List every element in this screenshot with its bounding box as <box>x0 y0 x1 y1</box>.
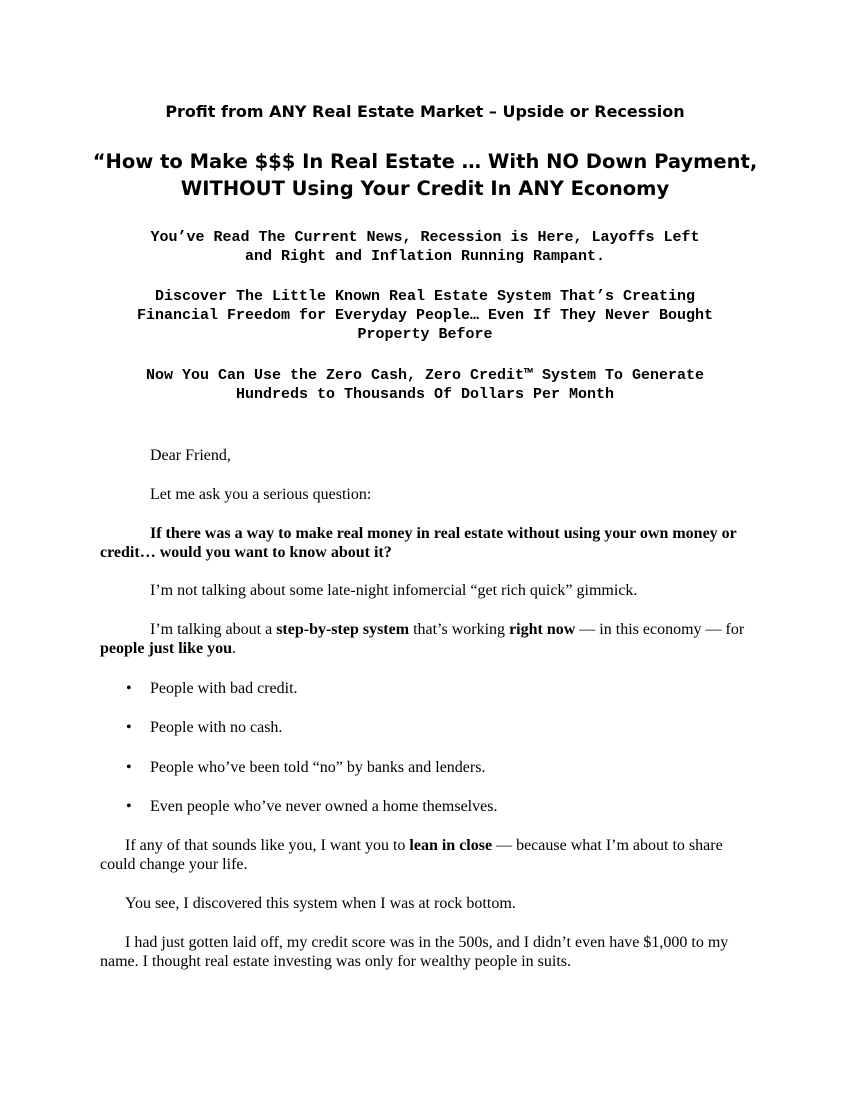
system-emphasis-1: step-by-step system <box>276 621 410 638</box>
lean-in-text-2: — because what I’m about to share could change your life. <box>100 837 723 873</box>
subheadline-discover: Discover The Little Known Real Estate System That’s Creating Financial Freedom for Everyday People… Even If They Never Bought Property Before <box>136 288 714 343</box>
laid-off-paragraph: I had just gotten laid off, my credit score was in the 500s, and I didn’t even have $1,000 to my name. I thought real estate investing was only for wealthy people in suits. <box>100 934 729 970</box>
key-question: If there was a way to make real money in real estate without using your own money or credit… would you want to know about it? <box>100 525 737 561</box>
system-text-1: I’m talking about a <box>150 621 277 638</box>
question-intro: Let me ask you a serious question: <box>150 486 372 503</box>
lean-in-text-1: If any of that sounds like you, I want you to <box>125 837 410 854</box>
rock-bottom-paragraph: You see, I discovered this system when I was at rock bottom. <box>125 895 516 912</box>
list-item-text: People who’ve been told “no” by banks and lenders. <box>150 759 486 776</box>
list-item-text: People with bad credit. <box>150 680 298 697</box>
list-item-text: People with no cash. <box>150 719 283 736</box>
bullet-icon: • <box>126 719 132 736</box>
headline-line-1: “How to Make $$$ In Real Estate … With NO Down Payment, <box>92 150 758 173</box>
headline-line-2: WITHOUT Using Your Credit In ANY Economy <box>180 177 670 200</box>
system-text-3: — in this economy — for <box>575 621 745 638</box>
lean-in-paragraph <box>100 836 750 874</box>
main-headline <box>80 148 770 202</box>
not-gimmick-paragraph: I’m not talking about some late-night infomercial “get rich quick” gimmick. <box>150 582 638 599</box>
bullet-icon: • <box>126 798 132 815</box>
list-item-text: Even people who’ve never owned a home themselves. <box>150 798 498 815</box>
bullet-icon: • <box>126 759 132 776</box>
subheadline-recession: You’ve Read The Current News, Recession is Here, Layoffs Left and Right and Inflation Running Rampant. <box>150 229 700 265</box>
system-text-2: that’s working <box>409 621 510 638</box>
salutation: Dear Friend, <box>150 447 231 464</box>
system-emphasis-2: right now <box>509 621 576 638</box>
system-emphasis-3: people just like you <box>100 640 233 657</box>
bullet-icon: • <box>126 680 132 697</box>
subheadline-zero-cash: Now You Can Use the Zero Cash, Zero Credit™ System To Generate Hundreds to Thousands Of Dollars Per Month <box>145 367 705 403</box>
top-title: Profit from ANY Real Estate Market – Upside or Recession <box>165 102 685 121</box>
system-text-4: . <box>232 640 237 657</box>
system-paragraph <box>100 620 750 658</box>
lean-in-emphasis: lean in close <box>409 837 493 854</box>
